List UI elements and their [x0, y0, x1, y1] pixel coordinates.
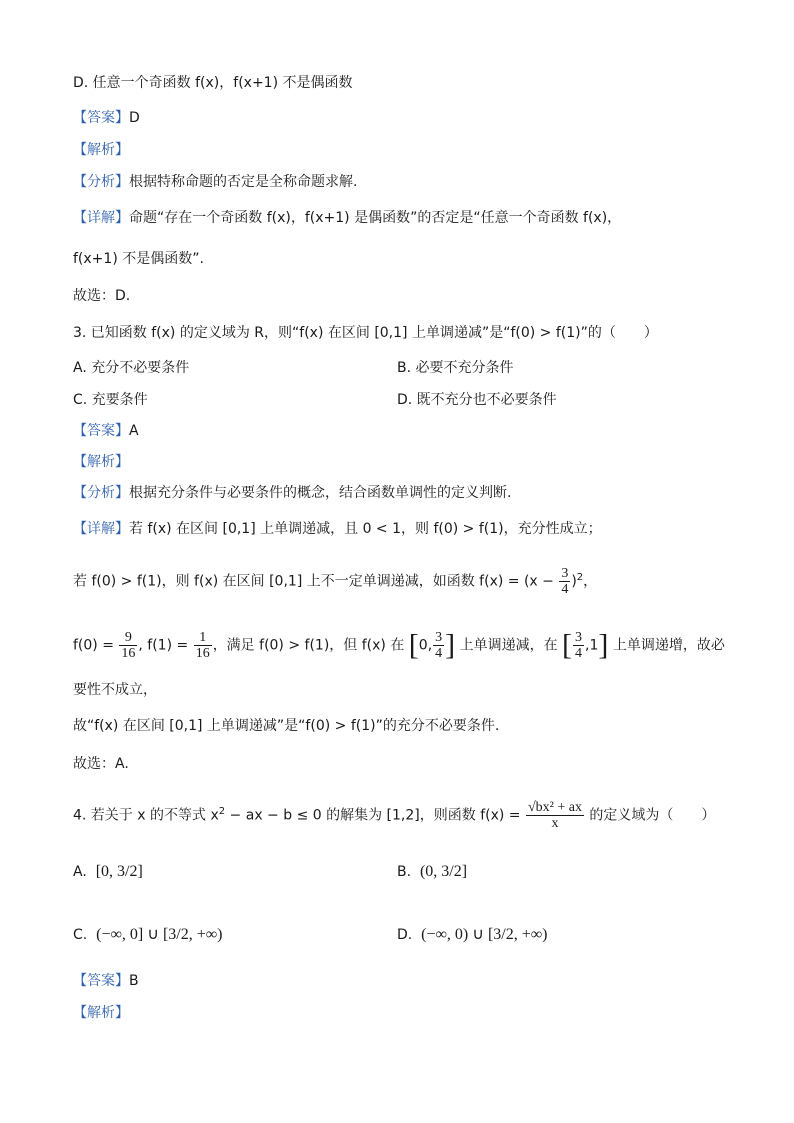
- q3-option-d: D. 既不充分也不必要条件: [397, 392, 557, 408]
- q3-xiangjie-tag: 【详解】: [73, 521, 129, 537]
- fraction-9-16: [119, 630, 137, 661]
- xiangjie-cont: f(x+1) 不是偶函数”.: [73, 251, 204, 267]
- analysis-tag: 【解析】: [73, 142, 129, 158]
- q3-option-a: A. 充分不必要条件: [73, 360, 190, 376]
- q4-analysis-tag: 【解析】: [73, 1005, 129, 1021]
- answer-tag: 【答案】: [73, 110, 129, 126]
- frac-num: 3: [561, 566, 569, 581]
- q4-option-b-value: (0, 3/2]: [419, 863, 468, 880]
- conclusion-line: 故选：D.: [73, 288, 131, 304]
- q4-fraction: [526, 800, 584, 831]
- option-d-line: D. 任意一个奇函数 f(x)，f(x+1) 不是偶函数: [73, 75, 353, 91]
- q3-answer-tag: 【答案】: [73, 423, 129, 439]
- comma: ，: [583, 573, 598, 590]
- q3-fenxi-text: 根据充分条件与必要条件的概念，结合函数单调性的定义判断.: [129, 485, 512, 501]
- q4-answer-line: [73, 971, 139, 991]
- fenxi-text: 根据特称命题的否定是全称命题求解.: [129, 174, 358, 190]
- question-4: [73, 800, 715, 831]
- q4-option-d: [397, 925, 547, 945]
- fenxi-line: [73, 172, 357, 192]
- q4-answer-value: B: [129, 973, 139, 989]
- q3-xiangjie-line: [73, 519, 602, 539]
- q4-option-a-label: A.: [73, 864, 87, 880]
- q3-choice: 故选：A.: [73, 756, 129, 772]
- frac-num: 3: [575, 630, 583, 645]
- frac-num: 1: [194, 630, 212, 646]
- q4-text-a: 4. 若关于 x 的不等式 x: [73, 807, 219, 824]
- q3-xiangjie-text: 若 f(x) 在区间 [0,1] 上单调递减，且 0 < 1，则 f(0) > f(1)，充分性成立；: [129, 521, 602, 537]
- q3-summary: 故“f(x) 在区间 [0,1] 上单调递减”是“f(0) > f(1)”的充分不必要条件.: [73, 718, 500, 734]
- q3-necessity-text: 若 f(0) > f(1)，则 f(x) 在区间 [0,1] 上不一定单调递减，如函数 f(x) = (x −: [73, 573, 559, 590]
- q4-option-c-value: (−∞, 0] ∪ [3/2, +∞): [96, 926, 223, 943]
- fraction-1-16: [194, 630, 212, 661]
- q4-answer-tag: 【答案】: [73, 973, 129, 989]
- frac-den: 4: [575, 646, 583, 661]
- increase-text: 上单调递增，故必: [608, 637, 725, 654]
- q3-fenxi-line: [73, 483, 511, 503]
- frac-den: 4: [561, 582, 569, 597]
- q3-values-line: f(0) = $\frac{9}{16}$ , f(1) = $\frac{1}{16}$ ，满足 f(0) > f(1)，但 f(x) 在 [0, $\frac{3}{4}$ ] 上单调递减，在 [ $\frac{3}{4}$ ,1] 上单调递增，故必: [73, 628, 725, 662]
- interval-bracket: [: [408, 628, 419, 662]
- frac-den: 4: [435, 646, 443, 661]
- q4-option-a: [73, 862, 143, 882]
- q3-necessity-line: [73, 566, 597, 597]
- analysis-heading: [73, 140, 129, 160]
- q3-option-b: B. 必要不充分条件: [397, 360, 514, 376]
- q4-exp: 2: [218, 805, 226, 817]
- q4-option-a-value: [0, 3/2]: [95, 863, 143, 880]
- q4-option-c-label: C.: [73, 927, 88, 943]
- fraction-3-4b: [433, 630, 444, 661]
- q3-necessity-fail: 要性不成立，: [73, 682, 157, 698]
- q3-analysis-heading: [73, 452, 129, 472]
- xiangjie-line: [73, 208, 621, 228]
- interval-bracket: [: [562, 628, 573, 662]
- q4-option-b-label: B.: [397, 864, 412, 880]
- xiangjie-text: 命题“存在一个奇函数 f(x)，f(x+1) 是偶函数”的否定是“任意一个奇函数 f(x)，: [129, 210, 622, 226]
- q3-answer-line: [73, 421, 139, 441]
- q4-option-b: [397, 862, 467, 882]
- xiangjie-tag: 【详解】: [73, 210, 129, 226]
- decrease-text: 上单调递减，在: [455, 637, 563, 654]
- f1-label: , f(1) =: [138, 637, 193, 654]
- question-3: 3. 已知函数 f(x) 的定义域为 R，则“f(x) 在区间 [0,1] 上单调递减”是“f(0) > f(1)”的（ ）: [73, 325, 658, 341]
- paren-close: ): [571, 573, 577, 590]
- q4-frac-num: √bx² + ax: [527, 800, 582, 815]
- frac-den: 16: [121, 646, 136, 661]
- q4-option-d-value: (−∞, 0) ∪ [3/2, +∞): [421, 926, 548, 943]
- satisfy-text: ，满足 f(0) > f(1)，但 f(x) 在: [212, 637, 409, 654]
- fenxi-tag: 【分析】: [73, 174, 129, 190]
- frac-num: 3: [435, 630, 443, 645]
- q4-analysis-heading: [73, 1003, 129, 1023]
- q4-text-b: − ax − b ≤ 0 的解集为 [1,2]，则函数 f(x) =: [225, 807, 525, 824]
- q3-answer-value: A: [129, 423, 139, 439]
- q4-frac-den: x: [551, 816, 559, 831]
- answer-value: D: [129, 110, 140, 126]
- fraction-3-4: [559, 566, 570, 597]
- answer-line: [73, 108, 140, 128]
- exponent: 2: [576, 571, 584, 583]
- q4-option-c: [73, 925, 222, 945]
- q3-option-c: C. 充要条件: [73, 392, 148, 408]
- q3-analysis-tag: 【解析】: [73, 454, 129, 470]
- fraction-3-4c: [573, 630, 584, 661]
- interval-bracket: ]: [598, 628, 609, 662]
- q4-text-c: 的定义域为（ ）: [584, 807, 716, 824]
- q3-fenxi-tag: 【分析】: [73, 485, 129, 501]
- frac-num: 9: [119, 630, 137, 646]
- frac-den: 16: [195, 646, 210, 661]
- interval-bracket: ]: [445, 628, 456, 662]
- f0-label: f(0) =: [73, 637, 119, 654]
- q4-option-d-label: D.: [397, 927, 413, 943]
